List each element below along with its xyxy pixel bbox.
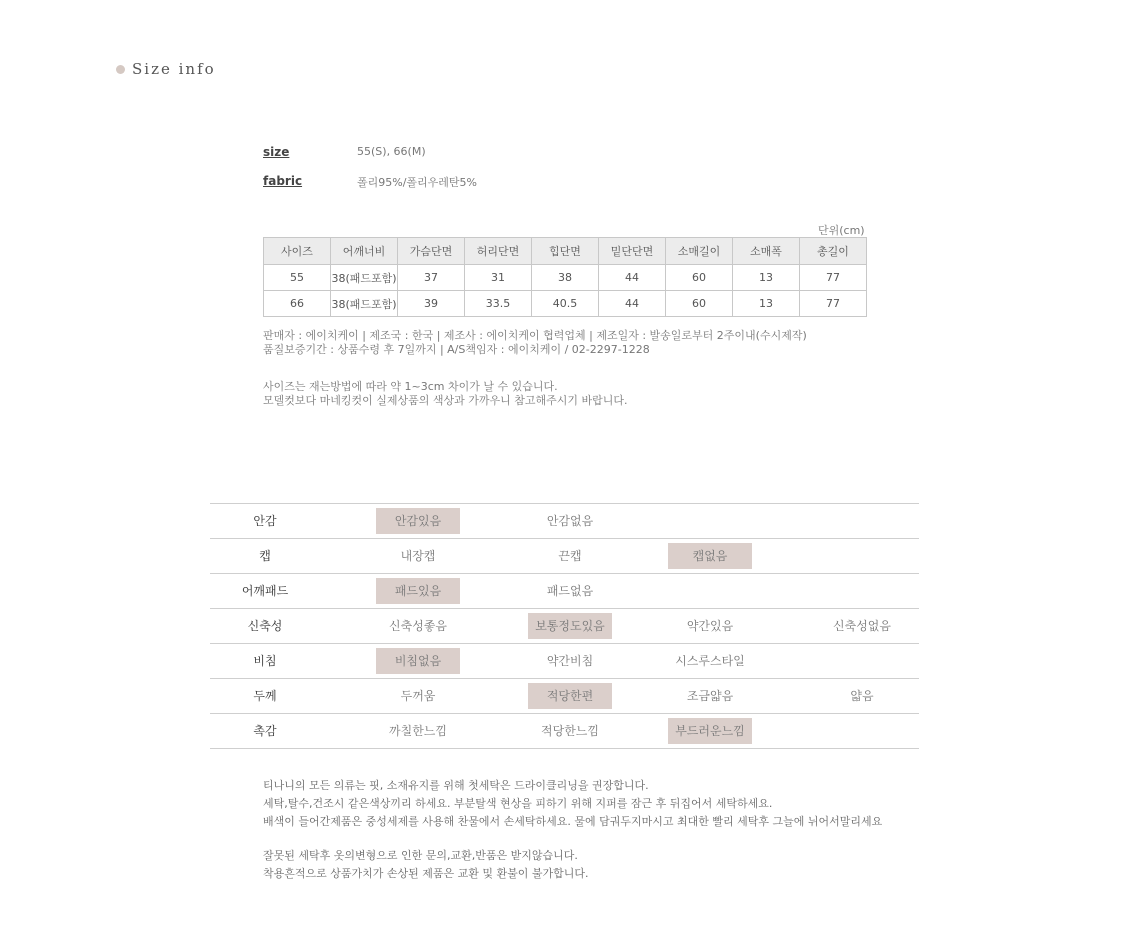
header-cell: 가슴단면 bbox=[398, 238, 465, 265]
feature-option: 안감없음 bbox=[546, 514, 594, 528]
care-block-2 bbox=[263, 847, 589, 883]
header-cell: 총길이 bbox=[800, 238, 867, 265]
feature-option: 안감있음 bbox=[376, 508, 460, 534]
feature-option bbox=[820, 718, 904, 744]
feature-option: 까칠한느낌 bbox=[389, 724, 447, 738]
table-cell: 77 bbox=[800, 265, 867, 291]
spec-row-fabric bbox=[263, 174, 477, 190]
size-table bbox=[263, 237, 867, 317]
size-note: 사이즈는 재는방법에 따라 약 1~3cm 차이가 날 수 있습니다. bbox=[263, 380, 558, 393]
feature-row-shoulder-pad bbox=[210, 574, 919, 609]
feature-row-stretch bbox=[210, 609, 919, 644]
feature-row-lining bbox=[210, 504, 919, 539]
feature-option bbox=[820, 543, 904, 569]
feature-option: 신축성좋음 bbox=[389, 619, 447, 633]
feature-option: 내장캡 bbox=[400, 549, 436, 563]
table-cell: 38 bbox=[532, 265, 599, 291]
feature-option: 약간비침 bbox=[546, 654, 594, 668]
table-cell: 60 bbox=[666, 265, 733, 291]
care-line: 배색이 들어간제품은 중성세제를 사용해 찬물에서 손세탁하세요. 물에 담궈두지마시고 최대한 빨리 세탁후 그늘에 뉘어서말리세요 bbox=[263, 815, 883, 828]
header-cell: 소매폭 bbox=[733, 238, 800, 265]
table-row bbox=[264, 265, 867, 291]
feature-option: 보통정도있음 bbox=[528, 613, 612, 639]
table-cell: 77 bbox=[800, 291, 867, 317]
header-cell: 힙단면 bbox=[532, 238, 599, 265]
table-cell: 39 bbox=[398, 291, 465, 317]
seller-info-line: 품질보증기간 : 상품수령 후 7일까지 | A/S책임자 : 에이치케이 / 02-2297-1228 bbox=[263, 343, 650, 356]
unit-label: 단위(cm) bbox=[818, 224, 865, 237]
feature-option bbox=[820, 648, 904, 674]
feature-option: 조금얇음 bbox=[686, 689, 734, 703]
care-line: 티나니의 모든 의류는 핏, 소재유지를 위해 첫세탁은 드라이클리닝을 권장합니다. bbox=[263, 779, 649, 792]
section-title-text: Size info bbox=[132, 60, 216, 78]
table-row bbox=[264, 291, 867, 317]
table-cell: 55 bbox=[264, 265, 331, 291]
header-cell: 소매길이 bbox=[666, 238, 733, 265]
spec-value: 폴리95%/폴리우레탄5% bbox=[357, 176, 477, 189]
feature-table bbox=[210, 503, 919, 749]
feature-label: 촉감 bbox=[253, 724, 277, 738]
spec-row-size bbox=[263, 145, 426, 159]
feature-option: 약간있음 bbox=[686, 619, 734, 633]
table-cell: 66 bbox=[264, 291, 331, 317]
feature-option: 패드없음 bbox=[546, 584, 594, 598]
table-cell: 40.5 bbox=[532, 291, 599, 317]
feature-option: 얇음 bbox=[850, 689, 874, 703]
feature-option: 적당한느낌 bbox=[541, 724, 599, 738]
feature-row-cup bbox=[210, 539, 919, 574]
feature-option: 캡없음 bbox=[668, 543, 752, 569]
care-block-1 bbox=[263, 777, 882, 831]
care-line: 잘못된 세탁후 옷의변형으로 인한 문의,교환,반품은 받지않습니다. bbox=[263, 849, 578, 862]
table-cell: 44 bbox=[599, 265, 666, 291]
feature-label: 신축성 bbox=[247, 619, 283, 633]
feature-label: 비침 bbox=[253, 654, 277, 668]
header-cell: 밑단단면 bbox=[599, 238, 666, 265]
spec-key: fabric bbox=[263, 174, 303, 188]
feature-option: 부드러운느낌 bbox=[668, 718, 752, 744]
feature-row-sheerness bbox=[210, 644, 919, 679]
feature-option bbox=[668, 508, 752, 534]
header-cell: 사이즈 bbox=[264, 238, 331, 265]
table-cell: 13 bbox=[733, 265, 800, 291]
size-table-header-row bbox=[264, 238, 867, 265]
feature-option bbox=[820, 508, 904, 534]
feature-option: 시스루스타일 bbox=[675, 654, 745, 668]
table-cell: 31 bbox=[465, 265, 532, 291]
feature-label: 안감 bbox=[253, 514, 277, 528]
header-cell: 허리단면 bbox=[465, 238, 532, 265]
feature-label: 두께 bbox=[253, 689, 277, 703]
feature-row-thickness bbox=[210, 679, 919, 714]
header-cell: 어깨너비 bbox=[331, 238, 398, 265]
table-cell: 44 bbox=[599, 291, 666, 317]
feature-label: 어깨패드 bbox=[241, 584, 289, 598]
seller-info-line: 판매자 : 에이치케이 | 제조국 : 한국 | 제조사 : 에이치케이 협력업체 | 제조일자 : 발송일로부터 2주이내(수시제작) bbox=[263, 329, 807, 342]
care-line: 세탁,탈수,건조시 같은색상끼리 하세요. 부분탈색 현상을 피하기 위해 지퍼를 잠근 후 뒤집어서 세탁하세요. bbox=[263, 797, 773, 810]
feature-row-texture bbox=[210, 714, 919, 749]
feature-option: 끈캡 bbox=[558, 549, 582, 563]
care-line: 착용흔적으로 상품가치가 손상된 제품은 교환 및 환불이 불가합니다. bbox=[263, 867, 589, 880]
spec-key: size bbox=[263, 145, 290, 159]
feature-option bbox=[820, 578, 904, 604]
section-title bbox=[116, 60, 216, 78]
table-cell: 38(패드포함) bbox=[331, 291, 398, 317]
feature-option: 비침없음 bbox=[376, 648, 460, 674]
feature-option: 적당한편 bbox=[528, 683, 612, 709]
color-note: 모델컷보다 마네킹컷이 실제상품의 색상과 가까우니 참고해주시기 바랍니다. bbox=[263, 394, 628, 407]
table-cell: 13 bbox=[733, 291, 800, 317]
bullet-dot-icon bbox=[116, 65, 125, 74]
feature-option: 두꺼움 bbox=[400, 689, 436, 703]
feature-option bbox=[668, 578, 752, 604]
table-cell: 38(패드포함) bbox=[331, 265, 398, 291]
feature-option: 신축성없음 bbox=[833, 619, 891, 633]
table-cell: 60 bbox=[666, 291, 733, 317]
feature-label: 캡 bbox=[259, 549, 271, 563]
feature-option: 패드있음 bbox=[376, 578, 460, 604]
table-cell: 37 bbox=[398, 265, 465, 291]
spec-value: 55(S), 66(M) bbox=[357, 145, 426, 158]
table-cell: 33.5 bbox=[465, 291, 532, 317]
